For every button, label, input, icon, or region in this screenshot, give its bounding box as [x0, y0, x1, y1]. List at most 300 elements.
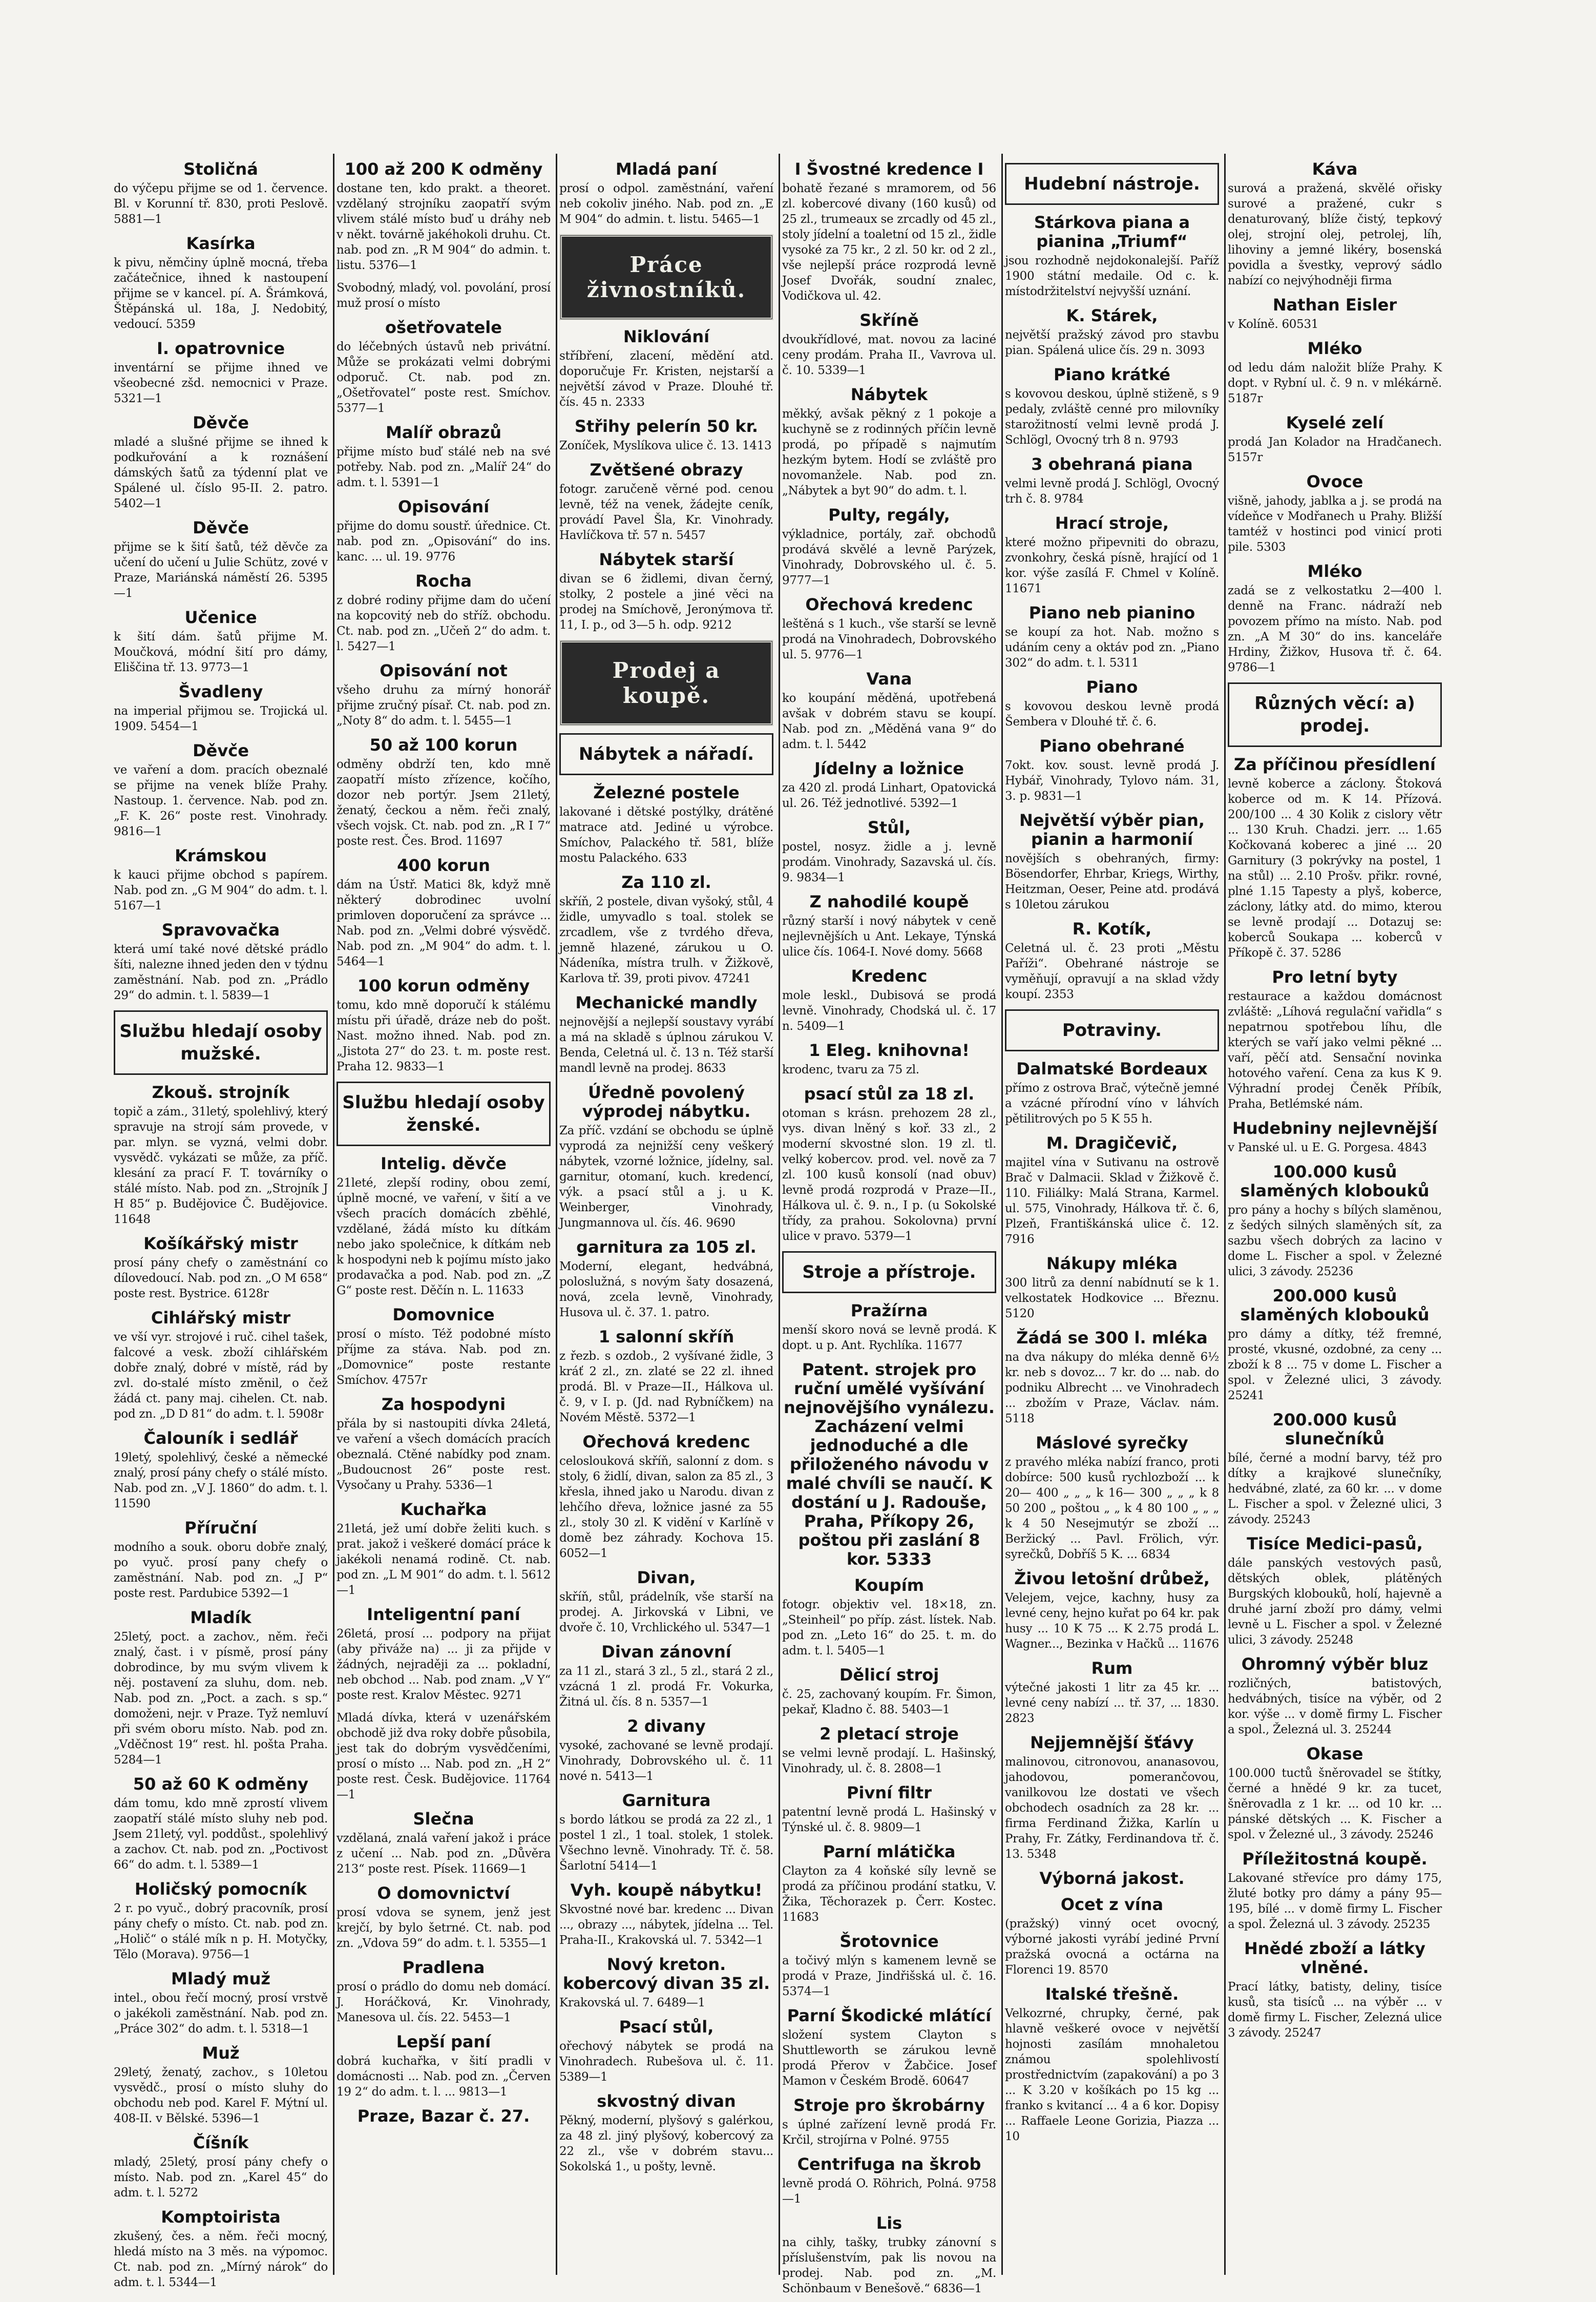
ad-body: mole leskl., Dubisová se prodá levně. Vinohrady, Chodská ul. č. 17 n. 5409—1: [782, 989, 996, 1033]
ad-body: které možno připevniti do obrazu, zvonkohry, česká písně, hrající od 1 kor. výše zasílá F. Chmel v Kolíně. 11671: [1005, 536, 1219, 595]
classified-ad: [782, 2096, 996, 2148]
classified-ad: [1005, 604, 1219, 671]
ad-heading: Švadleny: [178, 682, 263, 701]
section-heading-box: Službu hledají osoby mužské.: [114, 1010, 328, 1075]
ad-heading: Děvče: [193, 741, 249, 760]
ad-body: zkušený, čes. a něm. řeči mocný, hledá místo na 3 měs. na výpomoc. Ct. nab. pod zn. „Mírný nárok“ do adm. t. l. 5344—1: [114, 2230, 328, 2289]
classified-ad: [782, 1842, 996, 1925]
classified-ad: [1005, 1869, 1219, 1888]
classified-ad: [1005, 1569, 1219, 1652]
ad-heading: Piano krátké: [1054, 365, 1170, 384]
ad-body: prosí vdova se synem, jenž jest krejčí, by bylo šetrné. Ct. nab. pod zn. „Vdova 59“ do adm. t. l. 5355—1: [337, 1906, 551, 1950]
ad-body: za 11 zl., stará 3 zl., 5 zl., stará 2 zl., vzácná 1 zl. prodá Fr. Vokurka, Žitná ul. čís. 8 n. 5357—1: [559, 1665, 773, 1709]
classified-ad: [114, 2208, 328, 2290]
classified-ad: [114, 2133, 328, 2201]
section-heading-box: Stroje a přístroje.: [782, 1251, 996, 1293]
ad-body: různý starší i nový nábytek v ceně nejlevnějších u Ant. Lekaye, Týnská ulice čís. 1064-I. Nové domy. 5668: [782, 915, 996, 959]
classified-ad: [337, 280, 551, 311]
ad-body: levně prodá O. Röhrich, Polná. 9758—1: [782, 2177, 996, 2206]
ad-body: 2 r. po vyuč., dobrý pracovník, prosí pány chefy o místo. Ct. nab. pod zn. „Holič“ o stálé mík n p. H. Motyčky, Tělo (Morava). 9756—1: [114, 1902, 328, 1961]
ad-heading: Za příčinou přesídlení: [1234, 755, 1436, 774]
ad-body: největší pražský závod pro stavbu pian. Spálená ulice čís. 29 n. 3093: [1005, 328, 1219, 357]
classified-ad: [114, 160, 328, 227]
column-rule: [779, 154, 780, 2275]
ad-heading: Domovnice: [392, 1305, 495, 1324]
ad-body: za 420 zl. prodá Linhart, Opatovická ul. 26. Též jednotlivé. 5392—1: [782, 781, 996, 810]
classified-ad: [1005, 1733, 1219, 1862]
ad-body: ořechový nábytek se prodá na Vinohradech. Rubešova ul. č. 11. 5389—1: [559, 2040, 773, 2084]
ad-body: postel, nosyz. židle a j. levně prodám. Vinohrady, Sazavská ul. čís. 9. 9834—1: [782, 840, 996, 884]
ad-heading: Divan zánovní: [601, 1642, 731, 1662]
classified-ad: [559, 1568, 773, 1635]
ad-body: přála by si nastoupiti dívka 24letá, ve vaření a všech domácích pracích obeznalá. Ctěné nabídky pod znam. „Budoucnost 26“ poste rest. Vysočany u Prahy. 5336—1: [337, 1417, 551, 1492]
classified-ad: [1005, 737, 1219, 804]
ad-heading: Kyselé zelí: [1286, 413, 1384, 432]
ad-heading: Příruční: [184, 1518, 257, 1538]
ad-heading: Opisování not: [380, 661, 508, 680]
ad-body: Lakované střevíce pro dámy 175, žluté botky pro dámy a pány 95—195, bílé ... v domě firmy L. Fischer a spol. Železná ul. 3 závody. 25235: [1228, 1872, 1442, 1931]
ad-heading: Nathan Eisler: [1272, 295, 1397, 315]
ad-heading: Koupím: [854, 1575, 925, 1595]
classified-ad: [782, 1085, 996, 1244]
ad-body: dvoukřídlové, mat. novou za laciné ceny prodám. Praha II., Vavrova ul. č. 10. 5339—1: [782, 333, 996, 377]
classified-ad: [782, 818, 996, 885]
ad-heading: 100 korun odměny: [357, 976, 530, 996]
classified-ad: [337, 2033, 551, 2100]
classified-ad: [1005, 455, 1219, 507]
ad-heading: Kredenc: [851, 966, 928, 986]
ad-body: 25letý, poct. a zachov., něm. řeči znalý, čast. i v písmě, prosí pány dobrodince, by mu svým vlivem k něj. postavení za sluhu, dom. neb. Nab. pod zn. „Poct. a zach. s sp.“ domoženi, nejr. v Praze. Tyž nemluví při svém oboru místo. Nab. pod zn. „Vděčnost 19“ rest. hl. pošta Praha. 5284—1: [114, 1630, 328, 1767]
ad-heading: skvostný divan: [597, 2091, 736, 2111]
ad-heading: Garnitura: [622, 1791, 711, 1810]
ad-heading: Úředně povolený výprodej nábytku.: [582, 1083, 751, 1121]
ad-body: patentní levně prodá L. Hašinský v Týnské ul. č. 8. 9809—1: [782, 1806, 996, 1834]
ad-body: 19letý, spolehlivý, české a německé znalý, prosí pány chefy o stálé místo. Nab. pod zn. „V J. 1860“ do adm. t. l. 11590: [114, 1451, 328, 1510]
ad-body: restaurace a každou domácnost zvláště: „Líhová regulační vařidla“ s nepatrnou spotřebou líhu, dle kterých se vaří jako velmi pěkné ... vaří, pěčí atd. Sensační novinka hotového vaření. Cena za kus K 9. Výhradní prodej Čeněk Příbík, Praha, Betlémské nám.: [1228, 990, 1442, 1111]
classified-ad: [114, 608, 328, 675]
ad-heading: 3 obehraná piana: [1031, 454, 1193, 474]
ad-heading: Rocha: [415, 571, 472, 591]
classified-ad: [559, 1643, 773, 1710]
classified-ad: [1228, 1745, 1442, 1842]
ad-heading: Parní Škodické mlátící: [787, 2006, 992, 2025]
classified-ad: [1228, 339, 1442, 406]
ad-body: která umí také nové dětské prádlo šíti, nalezne ihned jeden den v týdnu zaměstnání. Nab. pod zn. „Prádlo 29“ do admin. t. l. 5839—1: [114, 943, 328, 1002]
ad-heading: R. Kotík,: [1072, 919, 1152, 939]
classified-ad: [337, 1958, 551, 2025]
classified-ad: [1228, 562, 1442, 675]
ad-body: skříň, 2 postele, divan vyšoký, stůl, 4 židle, umyvadlo s toal. stolek se zrcadlem, vše z tvrdého dřeva, jemně hlazené, zárukou u O. Nádeníka, místra trulh. v Žižkově, Karlova tř. 39, proti pivov. 47241: [559, 895, 773, 985]
column-rule: [333, 154, 334, 2275]
column-4: [782, 159, 996, 2295]
ad-heading: Piano obehrané: [1039, 736, 1185, 756]
ad-heading: Okase: [1306, 1744, 1363, 1764]
ad-body: jsou rozhodně nejdokonalejší. Paříž 1900 státní medaile. Od c. k. místodržitelství nejvyšší uznání.: [1005, 254, 1219, 298]
ad-heading: Žádá se 300 l. mléka: [1016, 1328, 1208, 1347]
ad-body: fotogr. zaručeně věrné pod. cenou levně, též na venek, žádejte ceník, provádí Pavel Šla, Kr. Vinohrady. Havlíčkova tř. 57 n. 5457: [559, 483, 773, 542]
ad-body: do výčepu přijme se od 1. července. Bl. v Korunní tř. 830, proti Peslově. 5881—1: [114, 182, 328, 226]
ad-heading: Stoličná: [183, 159, 258, 179]
classified-ad: [1005, 678, 1219, 730]
classified-ad: [1228, 1411, 1442, 1527]
ad-body: Za příč. vzdání se obchodu se úplně vyprodá za nejnižší ceny veškerý nábytek, vzorné ložnice, jídelny, sal. garnitur, otomaní, kuch. kredencí, výk. a psací stůl a j. u K. Weinberger, Vinohrady, Jungmannova ul. čís. 46. 9690: [559, 1124, 773, 1230]
ad-heading: Ohromný výběr bluz: [1241, 1654, 1429, 1674]
classified-ad: [1228, 1119, 1442, 1155]
ad-heading: Nábytek: [850, 385, 928, 404]
ad-body: divan se 6 židlemi, divan černý, stolky, 2 postele a jiné věci na prodej na Smíchově, Jeronýmova tř. 11, I. p., od 3—5 h. odp. 9212: [559, 572, 773, 632]
classified-ad: [114, 2044, 328, 2126]
ad-body: v Panské ul. u E. G. Porgesa. 4843: [1228, 1141, 1427, 1154]
ad-heading: I. opatrovnice: [156, 339, 285, 358]
ad-heading: 200.000 kusů slunečníků: [1272, 1410, 1397, 1448]
classified-ad: [1005, 1254, 1219, 1321]
classified-ad: [114, 1880, 328, 1962]
ad-body: fotogr. objektiv vel. 18×18, zn. „Steinheil“ po příp. zást. lístek. Nab. pod zn. „Leto 16“ do 25. t. m. do adm. t. l. 5405—1: [782, 1598, 996, 1657]
ad-heading: Zkouš. strojník: [152, 1083, 290, 1102]
ad-body: dále panských vestových pasů, dětských oblek, plátěných Burgských klobouků, holí, hajevně a druhé jarní zboží pro dámy, velmi levně u L. Fischer a spol. v Železné ulici, 3 závody. 25248: [1228, 1557, 1442, 1647]
ad-body: do léčebných ústavů neb privátní. Může se prokázati velmi dobrými odporuč. Ct. nab. pod zn. „Ošetřovatel“ poste rest. Smíchov. 5377—1: [337, 340, 551, 415]
ad-heading: 1 Eleg. knihovna!: [809, 1041, 970, 1060]
ad-body: Velkozrné, chrupky, černé, pak hlavně veškeré ovoce v největší hojnosti zasílám mnohaletou známou spolehlivostí prostřednictvím (zapakování) a po 3 ... K 3.20 v košíkách po 15 kg ... franko s kvitancí ... 4 a 6 kor. Dopisy ... Raffaele Leone Gorizia, Piazza ... 10: [1005, 2007, 1219, 2143]
ad-heading: Máslové syrečky: [1036, 1433, 1188, 1453]
ad-heading: Z nahodilé koupě: [809, 892, 969, 911]
ad-body: Pěkný, moderní, plyšový s galérkou, za 48 zl. jiný plyšový, kobercový za 22 zl., vše v dobrém stavu... Sokolská 1., u pošty, levně.: [559, 2114, 773, 2173]
classified-ad: [337, 1500, 551, 1598]
classified-ad: [782, 1666, 996, 1717]
classified-ad: [1228, 160, 1442, 288]
ad-body: na cihly, tašky, trubky zánovní s příslušenstvím, pak lis novou na prodej. Nab. pod zn. „M. Schönbaum v Benešově.“ 6836—1: [782, 2236, 996, 2295]
classified-ad: [782, 2214, 996, 2296]
ad-body: od ledu dám naložit blíže Prahy. K dopt. v Rybní ul. č. 9 n. v mlékárně. 5187r: [1228, 361, 1442, 405]
classified-ad: [559, 1328, 773, 1425]
ad-heading: Muž: [202, 2043, 240, 2063]
ad-body: pro pány a hochy s bílých slaměnou, z šedých silných slaměných sít, za sazbu všech dobrých za lacino v dome L. Fischer a spol. v Železné ulici, 3 závody. 25236: [1228, 1204, 1442, 1278]
classified-ad: [114, 519, 328, 601]
ad-heading: Divan,: [637, 1568, 696, 1587]
ad-body: malinovou, citronovou, ananasovou, jahodovou, pomerančovou, vanilkovou lze dostati ve všech obchodech osadních za 28 kr. ... firma Ferdinand Žižka, Karlín u Prahy, Fr. Zátky, Ferdinandova tř. č. 13. 5348: [1005, 1755, 1219, 1861]
classified-ad: [114, 1429, 328, 1511]
ad-body: s úplné zařízení levně prodá Fr. Krčil, strojírna v Polné. 9755: [782, 2118, 996, 2147]
classified-ad: [782, 506, 996, 588]
classified-ad: [1005, 306, 1219, 358]
classified-ad: [337, 1810, 551, 1877]
ad-body: tomu, kdo mně doporučí k stálému místu při úřadě, dráze neb do pošt. Nast. možno ihned. Nab. pod zn. „Jistota 27“ do 23. t. m. poste rest. Praha 12. 9833—1: [337, 999, 551, 1073]
ad-body: dám tomu, kdo mně zprostí vlivem zaopatří stálé místo sluhy neb pod. Jsem 21letý, vyl. poddůst., spolehlivý a zachov. Ct. nab. pod zn. „Poctivost 66“ do adm. t. l. 5389—1: [114, 1797, 328, 1872]
ad-body: Velejem, vejce, kachny, husy za levné ceny, hejno kuřat po 64 kr. pak husy ... 10 K 75 ... K 2.75 prodá L. Wagner..., Bezinka v Hačků ... 11676: [1005, 1591, 1219, 1651]
classified-ad: [337, 661, 551, 729]
ad-heading: Mladý muž: [171, 1969, 271, 1988]
ad-body: měkký, avšak pěkný z 1 pokoje a kuchyně se z rodinných příčin levně prodá, po případě s najmutím hezkým bytem. Hodí se zvláště pro novomanžele. Nab. pod zn. „Nábytek a byt 90“ do adm. t. l.: [782, 407, 996, 497]
ad-heading: Stroje pro škrobárny: [793, 2096, 985, 2115]
classified-ad: [1228, 413, 1442, 465]
ad-body: ve vaření a dom. pracích obeznalé se přijme na venek blíže Prahy. Nastoup. 1. července. Nab. pod zn. „F. K. 26“ poste rest. Vinohrady. 9816—1: [114, 763, 328, 838]
ad-heading: Mléko: [1307, 562, 1362, 581]
section-heading-box: Hudební nástroje.: [1005, 163, 1219, 205]
classified-ad: [1228, 472, 1442, 555]
ad-body: stříbření, zlacení, mědění atd. doporučuje Fr. Kristen, nejstarší a největší závod v Praze. Dlouhé tř. čís. 45 n. 2333: [559, 349, 773, 409]
ad-heading: 50 až 60 K odměny: [133, 1774, 309, 1794]
section-heading-box: Nábytek a nářadí.: [559, 733, 773, 775]
ad-heading: Kuchařka: [400, 1500, 487, 1519]
ad-body: dostane ten, kdo prakt. a theoret. vzdělaný strojníku zaopatří svým vlivem stálé místo buď u dráhy neb v někt. továrně jakéhokoli druhu. Ct. nab. pod zn. „R M 904“ do admin. t. listu. 5376—1: [337, 182, 551, 272]
ad-body: topič a zám., 31letý, spolehlivý, který spravuje na strojí sám provede, v par. mlyn. se vyzná, velmi dobr. vysvědč. vykázati se může, za příč. klesání za prací F. T. továrníky o stálé místo. Nab. pod zn. „Strojník J H 85“ p. Budějovice Č. Budějovice. 11648: [114, 1105, 328, 1226]
ad-heading: 2 pletací stroje: [820, 1724, 959, 1744]
ad-body: pro dámy a dítky, též fremné, prosté, vkusné, ozdobné, za ceny ... zboží k 8 ... 75 v dome L. Fischer a spol. v Železné ulici, 3 závody. 25241: [1228, 1328, 1442, 1402]
ad-body: dám na Ústř. Matici 8k, když mně některý dobrodinec uvolní primloven doporučení za správce ... Nab. pod zn. „Velmi dobré výsvědč. Nab. pod zn. „M 904“ do adm. t. l. 5464—1: [337, 878, 551, 968]
ad-body: modního a souk. oboru dobře znalý, po vyuč. prosí pany chefy o zaměstnání. Nab. pod zn. „J P“ poste rest. Pardubice 5392—1: [114, 1541, 328, 1600]
classified-ad: [559, 461, 773, 543]
ad-body: prosí o odpol. zaměstnání, vaření neb cokoliv jiného. Nab. pod zn. „E M 904“ do admin. t. listu. 5465—1: [559, 182, 773, 226]
ad-heading: Mladík: [190, 1608, 251, 1627]
classified-ad: [337, 160, 551, 273]
ad-heading: Niklování: [623, 327, 710, 346]
ad-body: vysoké, zachované se levně prodají. Vinohrady, Dobrovského ul. č. 11 nové n. 5413—1: [559, 1739, 773, 1783]
ad-body: Prací látky, batisty, deliny, tisíce kusů, sta tisíců ... na výběr ... v domě firmy L. Fischer, Zelezná ulice 3 závody. 25247: [1228, 1980, 1442, 2040]
classified-ad: [782, 967, 996, 1034]
classified-ad: [114, 1969, 328, 2037]
ad-heading: Nábytek starší: [599, 550, 734, 569]
ad-body: na imperial přijmou se. Trojická ul. 1909. 5454—1: [114, 704, 328, 733]
classified-ad: [337, 1395, 551, 1493]
classified-ad: [337, 1154, 551, 1298]
classified-ad: [1228, 1287, 1442, 1403]
ad-heading: Za hospodyni: [381, 1395, 506, 1414]
ad-heading: Rum: [1091, 1658, 1133, 1678]
classified-ad: [337, 1305, 551, 1388]
ad-heading: Nový kreton. kobercový divan 35 zl.: [562, 1955, 770, 1993]
classified-ad: [114, 1083, 328, 1227]
column-rule: [1224, 154, 1226, 2275]
ad-body: surová a pražená, skvělé ořisky surové a pražené, cukr s denaturovaný, blíže čistý, tepkový olej, strojní olej, petrolej, líh, lihoviny a jemné likéry, bosenská povidla a švestky, veprový sádlo nabízí co nejvýhodněji firma: [1228, 182, 1442, 287]
ad-body: a točivý mlýn s kamenem levně se prodá v Praze, Jindřišská ul. č. 16. 5374—1: [782, 1954, 996, 1998]
ad-body: v Kolíně. 60531: [1228, 318, 1319, 331]
ad-heading: Stůl,: [867, 818, 911, 837]
classified-ad: [559, 160, 773, 227]
ad-body: výkladnice, portály, zař. obchodů prodává skvělé a levně Parýzek, Vinohrady, Dobrovského ul. č. 5. 9777—1: [782, 528, 996, 587]
ad-heading: Parní mlátička: [823, 1842, 956, 1861]
classified-ad: [559, 783, 773, 866]
ad-heading: Tisíce Medici-pasů,: [1247, 1534, 1423, 1553]
ad-body: z dobré rodiny přijme dam do učení na kopcovitý neb do stříž. obchodu. Ct. nab. pod zn. „Učeň 2“ do adm. t. l. 5427—1: [337, 594, 551, 653]
classified-ad: [559, 327, 773, 410]
ad-heading: 400 korun: [397, 856, 490, 875]
ad-body: inventární se přijme ihned ve všeobecné zšd. nemocnici v Praze. 5321—1: [114, 361, 328, 405]
classified-ad: [559, 550, 773, 633]
column-rule: [556, 154, 557, 2275]
ad-heading: Košíkářský mistr: [143, 1234, 298, 1253]
classified-ad: [782, 160, 996, 304]
section-banner: Prodej a koupě.: [559, 640, 773, 726]
ad-heading: Psací stůl,: [619, 2017, 714, 2037]
ad-body: z řezb. s ozdob., 2 vyšívané židle, 3 kráť 2 zl., zn. zlaté se 22 zl. ihned prodá. Bl. v Praze—II., Hálkova ul. č. 9, v I. p. (Jd. nad Rybníčkem) na Novém Městě. 5372—1: [559, 1350, 773, 1424]
ad-body: velmi levně prodá J. Schlögl, Ovocný trh č. 8. 9784: [1005, 477, 1219, 506]
ad-heading: Učenice: [184, 608, 257, 627]
ad-body: na dva nákupy do mléka denně 6½ kr. neb s dovoz... 7 kr. do ... nab. do podniku Albrecht ... ve Vinohradech ... zbožím v Praze, Václav. nám. 5118: [1005, 1351, 1219, 1425]
ad-body: přijme se k šití šatů, též děvče za učení do učení u Julie Schütz, zové v Praze, Mariánská náměstí 26. 5395—1: [114, 541, 328, 600]
classified-ad: [1005, 1659, 1219, 1726]
ad-body: 26letá, prosí ... podpory na přijat (aby přiváže na) ... ji za přijde v žádných, nejraději za ... pokladní, neb obchod ... Nab. pod znam. „V Y“ poste rest. Kralov Městec. 9271: [337, 1627, 551, 1702]
ad-heading: Železné postele: [593, 783, 740, 802]
ad-body: vzdělaná, znalá vaření jakož i práce z učení ... Nab. pod zn. „Důvěra 213“ poste rest. Písek. 11669—1: [337, 1832, 551, 1876]
classified-ad: [114, 1309, 328, 1422]
classified-ad: [1228, 1534, 1442, 1648]
ad-heading: K. Stárek,: [1066, 306, 1158, 325]
classified-ad: [782, 670, 996, 752]
column-3: [559, 160, 773, 2271]
ad-body: Moderní, elegant, hedvábná, poloslužná, s novým šaty dosazená, nová, zcela levně, Vinohrady, Husova ul. č. 37. 1. patro.: [559, 1260, 773, 1319]
classified-ad: [782, 759, 996, 811]
ad-body: k šití dám. šatů přijme M. Moučková, módní šití pro dámy, Eliščina tř. 13. 9773—1: [114, 630, 328, 674]
classified-ad: [1005, 1895, 1219, 1978]
classified-ad: [1228, 296, 1442, 332]
ad-body: k kauci přijme obchod s papírem. Nab. pod zn. „G M 904“ do adm. t. l. 5167—1: [114, 868, 328, 912]
classified-ad: [782, 1576, 996, 1658]
ad-body: 29letý, ženatý, zachov., s 10letou vysvědč., prosí o místo sluhy do obchodu neb pod. Karel F. Mýtní ul. 408-II. v Bělské. 5396—1: [114, 2066, 328, 2125]
classified-ad: [782, 893, 996, 960]
classified-ad: [114, 413, 328, 511]
classified-ad: [337, 572, 551, 654]
ad-body: s kovovou deskou, úplně stiženě, s 9 pedaly, zvláště cenné pro milovníky starožitností velmi levně prodá J. Schlögl, Ovocný trh 8 n. 9793: [1005, 387, 1219, 447]
ad-body: všeho druhu za mírný honorář přijme zručný písař. Ct. nab. pod zn. „Noty 8“ do adm. t. l. 5455—1: [337, 683, 551, 728]
classified-ad: [114, 741, 328, 839]
classified-ad: [337, 423, 551, 490]
ad-body: ko koupání měděná, upotřebená avšak v dobrém stavu se koupí. Nab. pod zn. „Měděná vana 9“ do adm. t. l. 5442: [782, 692, 996, 751]
ad-body: lakované i dětské postýlky, drátěné matrace atd. Jediné u výrobce. Smíchov, Palackého tř. 581, blíže mostu Palackého. 633: [559, 805, 773, 865]
classified-ad: [337, 497, 551, 565]
ad-heading: Krámskou: [175, 846, 267, 865]
ad-body: složení system Clayton s Shuttleworth se zárukou levně prodá Přerov v Žabčice. Josef Mamon v Českém Brodě. 60647: [782, 2028, 996, 2088]
section-heading-box: Službu hledají osoby ženské.: [337, 1082, 551, 1146]
ad-body: rozličných, batistových, hedvábných, tisíce na výběr, od 2 kor. výše ... v domě firmy L. Fischer a spol., Železná ul. 3. 25244: [1228, 1677, 1442, 1736]
classified-ad: [782, 311, 996, 378]
ad-body: s bordo látkou se prodá za 22 zl., 1 postel 1 zl., 1 toal. stolek, 1 stolek. Všechno levně. Vinohrady. Tř. č. 58. Šarlotní 5414—1: [559, 1813, 773, 1873]
classified-ad: [782, 1725, 996, 1776]
ad-heading: Malíř obrazů: [386, 423, 501, 442]
classified-ad: [1005, 811, 1219, 912]
ad-heading: Intelig. děvče: [381, 1154, 507, 1173]
ad-heading: Šrotovnice: [839, 1932, 939, 1951]
classified-ad: [559, 993, 773, 1076]
classified-ad: [1005, 163, 1219, 205]
ad-heading: Střihy pelerín 50 kr.: [574, 417, 759, 436]
classified-ad: [114, 1234, 328, 1301]
ad-body: (pražský) vinný ocet ovocný, výborné jakosti vyrábí jediné První pražská ovocná a octárna na Florenci 19. 8570: [1005, 1917, 1219, 1977]
ad-body: 100.000 tuctů šněrovadel se štítky, černé a hnědé 9 kr. za tucet, šněrovadla z 1 kr. ... od 10 kr. ... pánské dětských ... K. Fischer a spol. v Železné ul., 3 závody. 25246: [1228, 1767, 1442, 1841]
ad-heading: Centrifuga na škrob: [797, 2154, 981, 2174]
ad-heading: psací stůl za 18 zl.: [804, 1084, 975, 1104]
ad-body: ve vší vyr. strojové i ruč. cihel tašek, falcové a vesk. zboží cihlářském dobře znalý, dobré v místě, rád by zvl. do-stalé místo změnil, o čež žádá ct. pany maj. cihelen. Ct. nab. pod zn. „D D 81“ do adm. t. l. 5908r: [114, 1331, 328, 1421]
classified-ad: [559, 417, 773, 453]
section-banner: Práce živnostníků.: [559, 234, 773, 320]
classified-ad: [114, 682, 328, 734]
classified-ad: [782, 1360, 996, 1569]
ad-body: višně, jahody, jablka a j. se prodá na vídeňce v Modřanech u Prahy. Bližší tamtéž v hostinci pod vinicí proti pile. 5303: [1228, 494, 1442, 554]
ad-body: leštěná s 1 kuch., vše starší se levně prodá na Vinohradech, Dobrovského ul. 5. 9776—1: [782, 617, 996, 661]
classified-ad: [337, 1710, 551, 1802]
ad-body: 21letá, jež umí dobře želiti kuch. s prat. jakož i veškeré domácí práce k jakékoli nenamá rodině. Ct. nab. pod zn. „L M 901“ do adm. t. l. 5612—1: [337, 1522, 551, 1597]
ad-heading: Pro letní byty: [1272, 967, 1398, 987]
classified-ad: [114, 846, 328, 914]
ad-body: Svobodný, mladý, vol. povolání, prosí muž prosí o místo: [337, 281, 551, 310]
ad-body: se koupí za hot. Nab. možno s udáním ceny a oktáv pod zn. „Piano 302“ do adm. t. l. 5311: [1005, 626, 1219, 670]
ad-heading: Živou letošní drůbež,: [1014, 1569, 1210, 1588]
ad-body: levně koberce a záclony. Štoková koberce od m. K 14. Přízová. 200/100 ... 4 30 Kolik z cislory větr ... 130 Kruh. Chadzi. jerr. ... 1.65 Kočkovaná koberec a jiné ... 20 Garnitury (3 pokrývky na postel, 1 na stůl) ... 2.10 Prošv. přikr. rovné, plné 1.15 Tapesty a plyš, koberce, záclony, látky atd. do mimo, kterou se levně prodají ... Dotazuj se: koberců Soukapa ... koberců v Příkopě č. 37. 5286: [1228, 777, 1442, 960]
column-1: [114, 159, 328, 2289]
ad-body: prosí o prádlo do domu neb domácí. J. Horáčková, Kr. Vinohrady, Manesova ul. čís. 22. 5453—1: [337, 1980, 551, 2024]
ad-body: prosí o místo. Též podobné místo příjme za stáva. Nab. pod zn. „Domovnice“ poste restante Smíchov. 4757r: [337, 1328, 551, 1387]
classified-ad: [1005, 1434, 1219, 1562]
ad-heading: Piano: [1086, 677, 1138, 697]
classified-ad: [782, 1301, 996, 1353]
classified-ad: [114, 339, 328, 406]
ad-heading: Stárkova piana a pianina „Triumf“: [1034, 213, 1190, 251]
ad-heading: Děvče: [193, 518, 249, 537]
classified-ad: [1228, 1939, 1442, 2041]
ad-heading: M. Dragičevič,: [1046, 1133, 1178, 1153]
ad-body: zadá se z velkostatku 2—400 l. denně na Franc. nádraží neb povozem přímo na místo. Nab. pod zn. „A M 30“ do ins. kanceláře Hrdiny, Žižkov, Husova tř. č. 64. 9786—1: [1228, 584, 1442, 674]
ad-heading: Hrací stroje,: [1055, 513, 1169, 533]
classified-ad: [782, 385, 996, 499]
ad-heading: 200.000 kusů slaměných klobouků: [1240, 1286, 1430, 1324]
ad-heading: Spravovačka: [161, 920, 280, 940]
ad-body: Clayton za 4 koňské síly levně se prodá za příčinou prodání statku, V. Žika, Těchorazek p. Čerr. Kostec. 11683: [782, 1864, 996, 1924]
ad-heading: Zvětšené obrazy: [590, 460, 743, 480]
classified-ad: [1005, 1985, 1219, 2144]
ad-body: intel., obou řečí mocný, prosí vrstvě o jakékoli zaměstnání. Nab. pod zn. „Práce 302“ do adm. t. l. 5318—1: [114, 1992, 328, 2036]
ad-heading: Ovoce: [1306, 472, 1363, 491]
classified-ad: [559, 1881, 773, 1948]
ad-body: 7okt. kov. soust. levně prodá J. Hybář, Vinohrady, Tylovo nám. 31, 3. p. 9831—1: [1005, 759, 1219, 803]
ad-body: Zoníček, Myslíkova ulice č. 13. 1413: [559, 439, 772, 452]
ad-heading: Opisování: [397, 497, 490, 516]
ad-body: prodá Jan Kolador na Hradčanech. 5157r: [1228, 435, 1442, 464]
ad-heading: garnitura za 105 zl.: [576, 1237, 757, 1257]
ad-heading: Pražírna: [850, 1301, 928, 1320]
ad-heading: Nákupy mléka: [1046, 1254, 1178, 1273]
ad-heading: Hnědé zboží a látky vlněné.: [1244, 1939, 1425, 1977]
classified-ad: [1005, 1134, 1219, 1247]
ad-body: se velmi levně prodají. L. Hašinský, Vinohrady, ul. č. 8. 2808—1: [782, 1747, 996, 1775]
classified-ad: [782, 1783, 996, 1835]
ad-heading: Slečna: [413, 1809, 474, 1829]
ad-body: k pivu, němčiny úplně mocná, třeba začátečnice, ihned k nastoupení přijme se v kancel. pí. A. Šrámková, Štěpánská ul. 18a, J. Nedobitý, vedoucí. 5359: [114, 256, 328, 331]
ad-body: menší skoro nová se levně prodá. K dopt. u p. Ant. Rychlíka. 11677: [782, 1323, 996, 1352]
ad-body: přijme místo buď stálé neb na své potřeby. Nab. pod zn. „Malíř 24“ do adm. t. l. 5391—1: [337, 445, 551, 489]
ad-heading: Lis: [876, 2213, 902, 2233]
ad-heading: 1 salonní skříň: [598, 1327, 734, 1346]
classified-ad: [1228, 968, 1442, 1112]
ad-body: 21leté, zlepší rodiny, obou zemí, úplně mocné, ve vaření, v šití a ve všech pracích domácích zběhlé, vzdělané, žádá místo ku dítkám nebo jako společnice, k dítkám neb k hospodyni neb k pojímu místo jako prodavačka a pod. Nab. pod zn. „Z G“ poste rest. Děčín n. L. 11633: [337, 1176, 551, 1297]
ad-body: mladé a slušné přijme se ihned k podkuřování a k roznášení dámských šatů za týdenní plat ve Spálené ul. číslo 95-II. 2. patro. 5402—1: [114, 435, 328, 510]
classified-ad: [1005, 213, 1219, 299]
classified-ad: [559, 1238, 773, 1320]
ad-heading: Kasírka: [186, 234, 256, 253]
ad-body: Krakovská ul. 7. 6489—1: [559, 1996, 705, 2009]
classified-ad: [1005, 365, 1219, 448]
ad-heading: Pivní filtr: [847, 1783, 932, 1802]
ad-heading: 100.000 kusů slaměných klobouků: [1240, 1162, 1430, 1200]
classified-ad: [559, 1083, 773, 1231]
ad-heading: 2 divany: [627, 1716, 706, 1736]
classified-ad: [1228, 1163, 1442, 1279]
column-5: [1005, 160, 1219, 2271]
ad-heading: Hudebniny nejlevnější: [1232, 1118, 1438, 1138]
classified-ad: [559, 2018, 773, 2085]
ad-heading: Vyh. koupě nábytku!: [570, 1880, 763, 1900]
ad-body: Celetná ul. č. 23 proti „Městu Paříži“. Obehrané nástroje se vyměňují, opravují a na sklad vždy koupí. 2353: [1005, 942, 1219, 1001]
section-heading-box: Různých věcí: a) prodej.: [1228, 682, 1442, 747]
ad-body: Skvostné nové bar. kredenc ... Divan ..., obrazy ..., nábytek, jídelna ... Tel. Praha-II., Krakovská ul. 7. 5342—1: [559, 1903, 773, 1947]
